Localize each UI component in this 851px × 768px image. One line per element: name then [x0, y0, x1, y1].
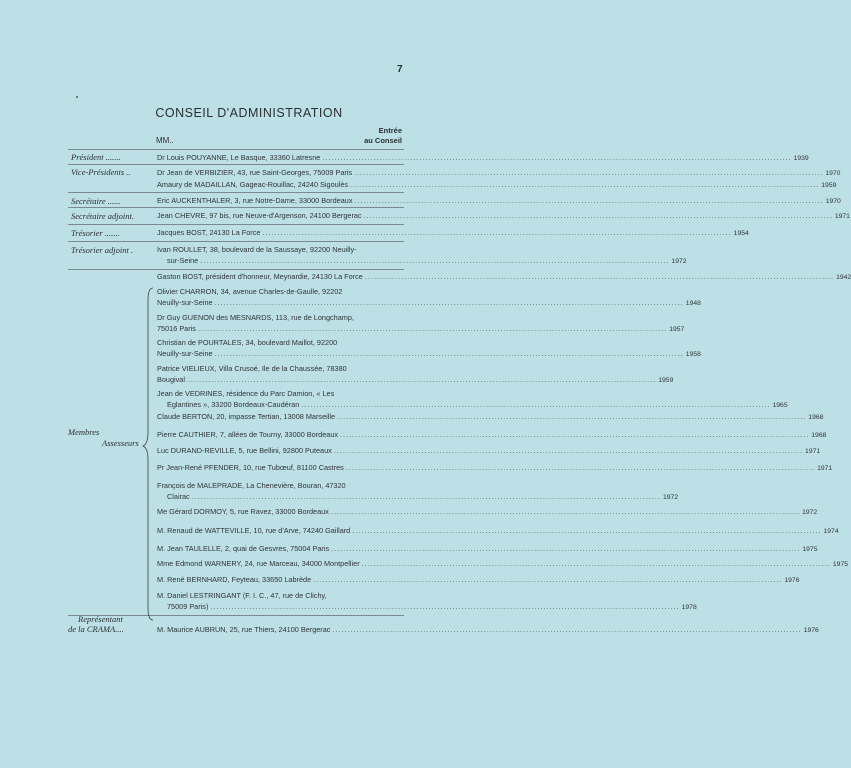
member-entry: [157, 245, 687, 267]
role-secretaire: Secrétaire ......: [71, 196, 121, 206]
member-entry: [157, 559, 849, 571]
member-address-cont: Neuilly-sur-Seine: [157, 348, 213, 358]
divider: [68, 224, 404, 225]
member-entry: [157, 211, 850, 223]
leader-dots: [354, 168, 823, 179]
member-name: Dr Guy GUENON des MESNARDS, 113, rue de Longchamp,: [157, 313, 354, 322]
entry-year: 1978: [681, 603, 697, 611]
member-name: Patrice VIELIEUX, Villa Crusoé, Ile de la Chaussée, 78380: [157, 364, 347, 373]
member-name: M. Maurice AUBRUN, 25, rue Thiers, 24100 Bergerac: [157, 625, 331, 634]
member-name: Eric AUCKENTHALER, 3, rue Notre-Dame, 33000 Bordeaux: [157, 196, 353, 205]
leader-dots: [332, 625, 801, 636]
role-assesseurs: Assesseurs: [102, 438, 139, 448]
page-title: CONSEIL D'ADMINISTRATION: [155, 106, 343, 120]
entry-year: 1959: [658, 376, 674, 384]
leader-dots: [301, 400, 770, 411]
leader-dots: [322, 153, 791, 164]
role-membres: Membres: [68, 427, 100, 437]
leader-dots: [313, 575, 782, 586]
member-name: M. René BERNHARD, Feyteau, 33650 Labrède: [157, 575, 312, 584]
leader-dots: [192, 492, 661, 503]
leader-dots: [346, 463, 815, 474]
member-name: Amaury de MADAILLAN, Gageac-Rouillac, 24240 Sigoulès: [157, 180, 349, 189]
leader-dots: [200, 256, 669, 267]
entry-year: 1975: [802, 546, 818, 553]
entry-year: 1965: [772, 401, 788, 409]
role-representant: Représentant: [78, 614, 123, 624]
member-name: Jean CHEVRE, 97 bis, rue Neuve-d'Argenson, 24100 Bergerac: [157, 211, 362, 220]
member-address-cont: 75009 Paris): [167, 601, 209, 611]
member-name: Dr Louis POUYANNE, Le Basque, 33360 Latresne: [157, 153, 321, 162]
member-address-cont: 75016 Paris: [157, 323, 196, 333]
member-entry: [157, 446, 821, 458]
member-entry: [157, 287, 701, 309]
leader-dots: [340, 430, 809, 441]
entry-year: 1958: [685, 350, 701, 358]
entree-line-2: au Conseil: [364, 136, 402, 145]
member-entry: [157, 272, 851, 284]
entry-year: 1976: [803, 627, 819, 634]
member-name: M. Daniel LESTRINGANT (F. I. C., 47, rue de Clichy,: [157, 591, 327, 600]
member-address-cont: Eglantines », 33200 Bordeaux-Caudéran: [167, 399, 300, 409]
role-vice-presidents: Vice-Présidents ..: [71, 167, 131, 177]
divider: [68, 241, 404, 242]
entry-year: 1976: [784, 577, 800, 584]
page-number: 7: [397, 64, 403, 75]
member-entry: [157, 544, 818, 556]
entry-year: 1959: [821, 182, 837, 189]
entree-header: [340, 126, 402, 146]
member-entry: [157, 389, 788, 411]
entry-year: 1957: [669, 325, 685, 333]
member-entry: [157, 463, 833, 475]
leader-dots: [215, 298, 684, 309]
leader-dots: [362, 559, 831, 570]
leader-dots: [364, 211, 833, 222]
entry-year: 1954: [733, 230, 749, 237]
divider: [68, 192, 404, 193]
member-name: Pierre CAUTHIER, 7, allées de Tourny, 33000 Bordeaux: [157, 430, 339, 439]
entry-year: 1968: [808, 414, 824, 421]
leader-dots: [210, 602, 679, 613]
leader-dots: [350, 180, 819, 191]
leader-dots: [365, 272, 834, 283]
entry-year: 1968: [811, 432, 827, 439]
member-name: Jacques BOST, 24130 La Force: [157, 228, 261, 237]
leader-dots: [198, 324, 667, 335]
entry-year: 1970: [825, 198, 841, 205]
member-name: Olivier CHARRON, 34, avenue Charles-de-Gaulle, 92202: [157, 287, 343, 296]
member-entry: [157, 196, 841, 208]
member-address-cont: Neuilly-sur-Seine: [157, 297, 213, 307]
entry-year: 1972: [671, 257, 687, 265]
member-name: M. Renaud de WATTEVILLE, 10, rue d'Arve, 74240 Gaillard: [157, 526, 351, 535]
divider: [68, 269, 404, 270]
leader-dots: [352, 526, 821, 537]
member-name: Claude BERTON, 20, impasse Tertian, 13008 Marseille: [157, 412, 336, 421]
member-address-cont: sur-Seine: [167, 255, 199, 265]
entry-year: 1971: [805, 448, 821, 455]
leader-dots: [262, 228, 731, 239]
member-name: Jean de VEDRINES, résidence du Parc Damion, « Les: [157, 389, 335, 398]
leader-dots: [331, 507, 800, 518]
entry-year: 1974: [823, 528, 839, 535]
entry-year: 1942: [836, 274, 851, 281]
entry-year: 1971: [834, 213, 850, 220]
member-entry: [157, 180, 837, 192]
divider: [68, 149, 404, 150]
member-name: Gaston BOST, président d'honneur, Meynardie, 24130 La Force: [157, 272, 363, 281]
leader-dots: [354, 196, 823, 207]
leader-dots: [215, 349, 684, 360]
member-name: Christian de POURTALES, 34, boulevard Maillot, 92200: [157, 338, 338, 347]
entry-year: 1948: [685, 299, 701, 307]
member-entry: [157, 364, 674, 386]
entry-year: 1972: [662, 493, 679, 501]
member-name: M. Jean TAULELLE, 2, quai de Gesvres, 75004 Paris: [157, 544, 330, 553]
speck: [76, 96, 78, 98]
leader-dots: [334, 446, 803, 457]
member-address-cont: Bougival: [157, 374, 185, 384]
entree-line-1: Entrée: [378, 126, 402, 135]
role-president: Président .......: [71, 152, 121, 162]
role-tresorier-adjoint: Trésorier adjoint .: [71, 245, 134, 255]
entry-year: 1939: [793, 155, 809, 162]
mm-label: MM..: [156, 136, 174, 145]
member-name: François de MALEPRADE, La Chenevière, Bouran, 47320: [157, 481, 346, 490]
role-secretaire-adjoint: Secrétaire adjoint.: [71, 211, 134, 221]
member-entry: [157, 153, 809, 165]
entry-year: 1975: [832, 561, 849, 568]
member-entry: [157, 313, 685, 335]
member-name: Pr Jean-René PFENDER, 10, rue Tubœuf, 81100 Castres: [157, 463, 344, 472]
member-entry: [157, 228, 749, 240]
member-entry: [157, 625, 819, 637]
entry-year: 1971: [817, 465, 833, 472]
member-entry: [157, 507, 818, 519]
brace-bracket: [142, 288, 154, 620]
member-name: Luc DURAND-REVILLE, 5, rue Bellini, 92800 Puteaux: [157, 446, 332, 455]
member-name: Mme Edmond WARNERY, 24, rue Marceau, 34000 Montpellier: [157, 559, 360, 568]
leader-dots: [187, 375, 656, 386]
leader-dots: [331, 544, 800, 555]
member-name: Ivan ROULLET, 38, boulevard de la Saussaye, 92200 Neuilly-: [157, 245, 357, 254]
entry-year: 1972: [802, 509, 818, 516]
member-name: Me Gérard DORMOY, 5, rue Ravez, 33000 Bordeaux: [157, 507, 329, 516]
member-entry: [157, 430, 827, 442]
member-entry: [157, 338, 701, 360]
member-entry: [157, 526, 839, 538]
member-name: Dr Jean de VERBIZIER, 43, rue Saint-Georges, 75009 Paris: [157, 168, 353, 177]
member-entry: [157, 168, 841, 180]
member-address-cont: Clairac: [167, 491, 190, 501]
leader-dots: [337, 412, 806, 423]
member-entry: [157, 412, 824, 424]
entry-year: 1970: [825, 170, 841, 177]
role-tresorier: Trésorier .......: [71, 228, 120, 238]
member-entry: [157, 575, 800, 587]
member-entry: [157, 591, 697, 613]
member-entry: [157, 481, 679, 503]
role-de-la-crama: de la CRAMA....: [68, 624, 124, 634]
